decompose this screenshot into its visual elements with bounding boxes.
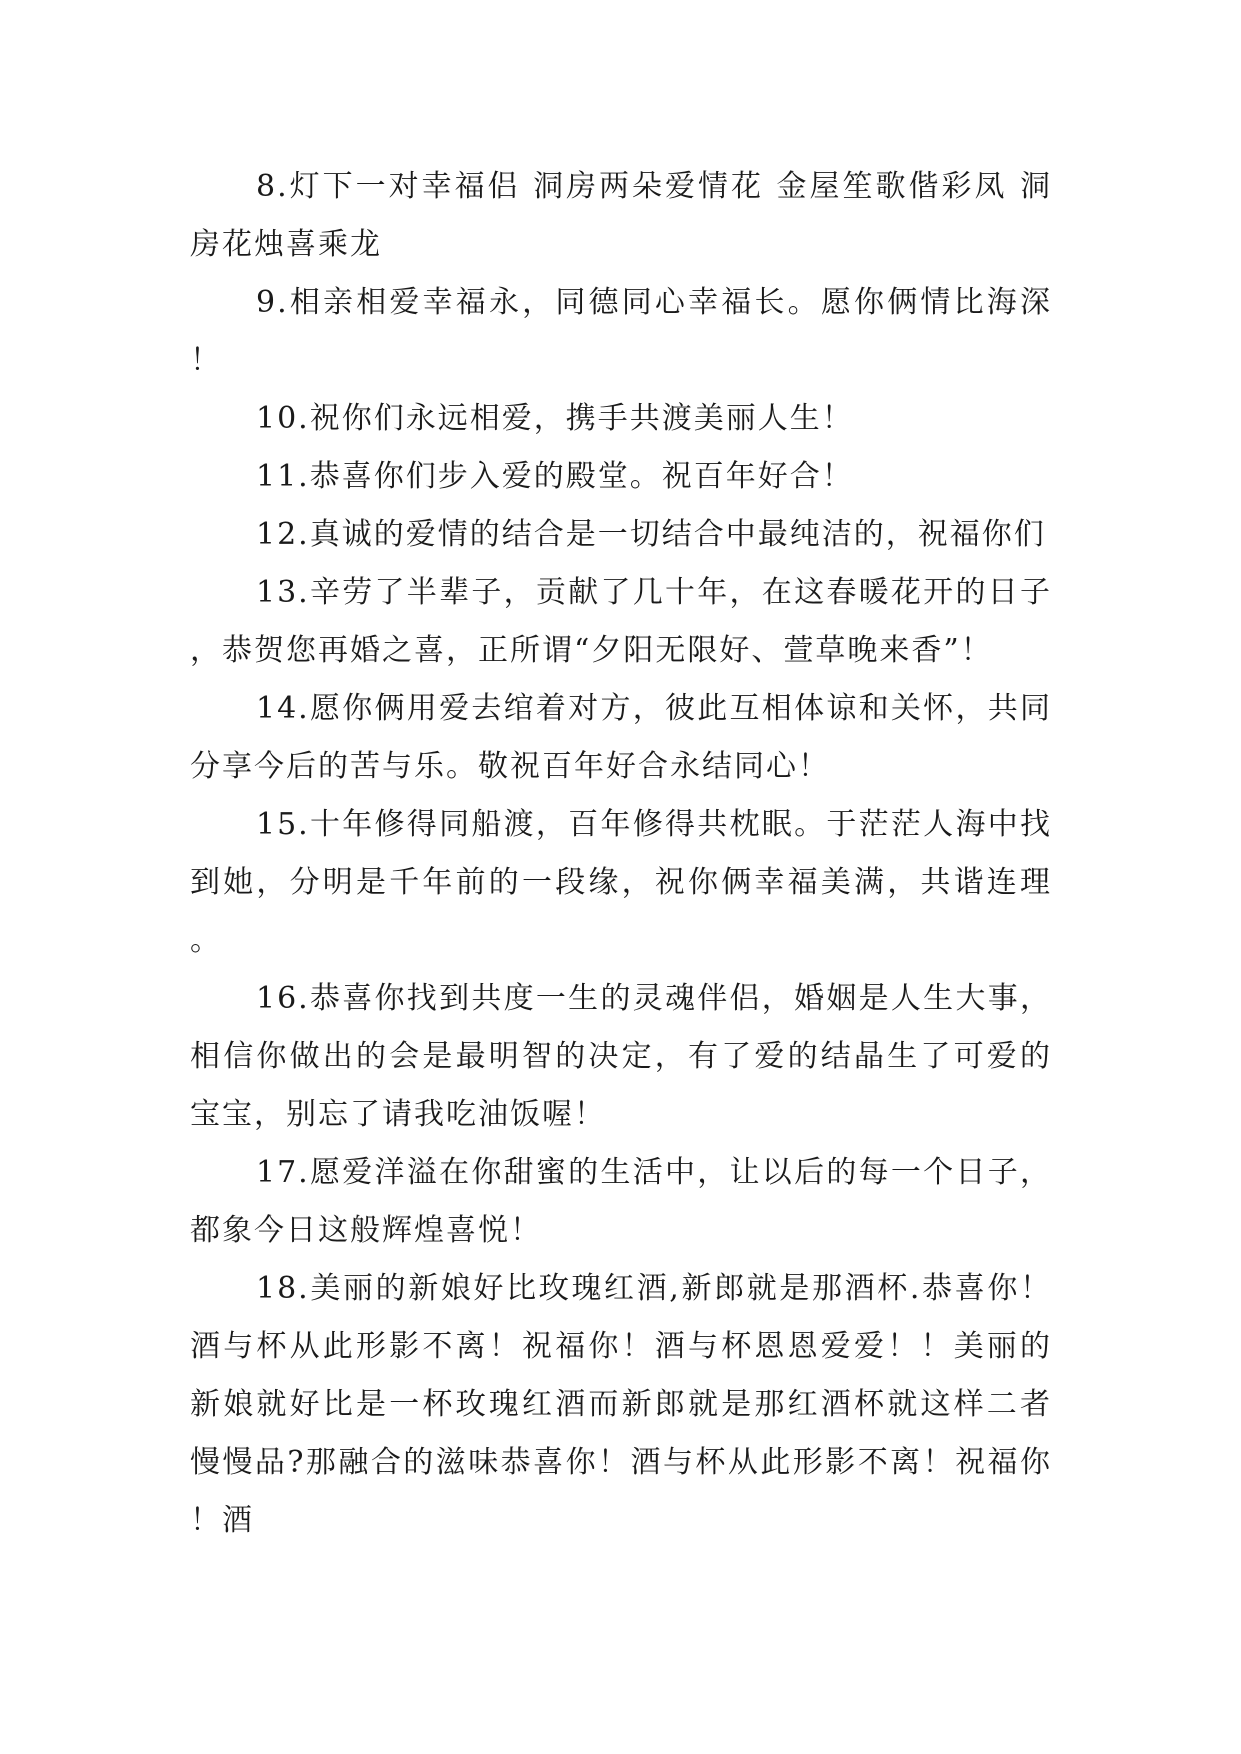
paragraph-8: 8.灯下一对幸福侣 洞房两朵爱情花 金屋笙歌偕彩凤 洞房花烛喜乘龙	[190, 169, 1052, 262]
paragraph-9: 9.相亲相爱幸福永，同德同心幸福长。愿你俩情比海深！	[190, 285, 1052, 378]
paragraph-16: 16.恭喜你找到共度一生的灵魂伴侣，婚姻是人生大事，相信你做出的会是最明智的决定，有了爱的结晶生了可爱的宝宝，别忘了请我吃油饭喔！	[190, 981, 1052, 1132]
paragraph-14: 14.愿你俩用爱去绾着对方，彼此互相体谅和关怀，共同分享今后的苦与乐。敬祝百年好合永结同心！	[190, 691, 1052, 784]
paragraph-17: 17.愿爱洋溢在你甜蜜的生活中，让以后的每一个日子，都象今日这般辉煌喜悦！	[190, 1155, 1052, 1248]
paragraph-12: 12.真诚的爱情的结合是一切结合中最纯洁的，祝福你们	[256, 517, 1046, 552]
paragraph-10: 10.祝你们永远相爱，携手共渡美丽人生！	[256, 401, 854, 436]
paragraph-18: 18.美丽的新娘好比玫瑰红酒,新郎就是那酒杯.恭喜你！酒与杯从此形影不离！祝福你！酒与杯恩恩爱爱！！美丽的新娘就好比是一杯玫瑰红酒而新郎就是那红酒杯就这样二者慢慢品?那融合的滋味恭喜你！酒与杯从此形影不离！祝福你！酒	[190, 1271, 1052, 1538]
paragraph-15: 15.十年修得同船渡，百年修得共枕眠。于茫茫人海中找到她，分明是千年前的一段缘，祝你俩幸福美满，共谐连理。	[190, 807, 1052, 958]
paragraph-13: 13.辛劳了半辈子，贡献了几十年，在这春暖花开的日子，恭贺您再婚之喜，正所谓“夕阳无限好、萱草晚来香”！	[190, 575, 1052, 668]
document-body	[190, 158, 1052, 1550]
paragraph-11: 11.恭喜你们步入爱的殿堂。祝百年好合！	[256, 459, 854, 494]
